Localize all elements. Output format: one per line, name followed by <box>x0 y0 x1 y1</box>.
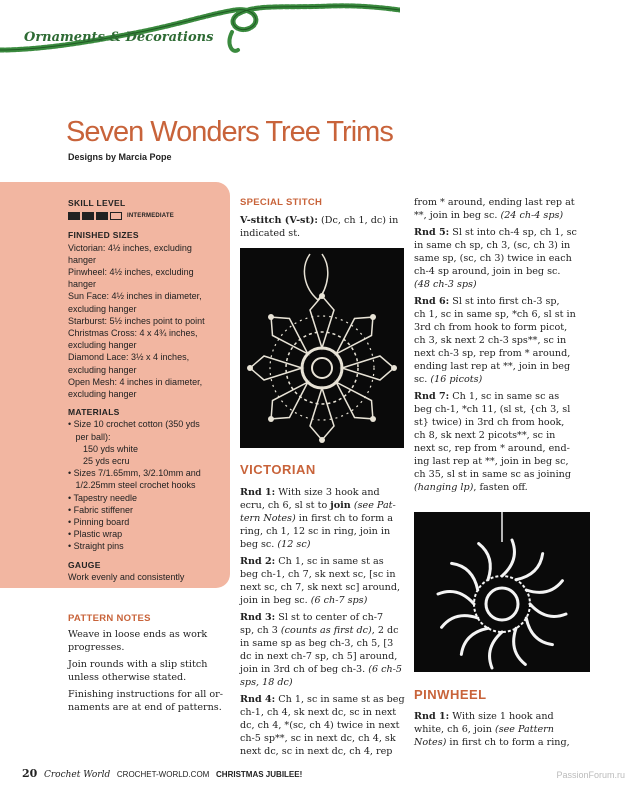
instruction-line: sc. (16 picots) <box>414 374 483 385</box>
gauge-heading: GAUGE <box>68 559 101 570</box>
instruction-line: beg sc. (12 sc) <box>240 539 311 550</box>
material-line: 25 yds ecru <box>68 456 130 467</box>
instruction-line: ch 1, sc in same sp, *ch 6, sl st in <box>414 309 576 320</box>
skill-level-indicator <box>68 210 228 222</box>
note-text: Finishing instructions for all or- <box>68 689 223 700</box>
victorian-heading: VICTORIAN <box>240 462 316 477</box>
instruction-line: beg ch-1, ch 7, sk next sc, [sc in <box>240 569 396 580</box>
victorian-ornament-photo <box>240 248 404 448</box>
page-title: Seven Wonders Tree Trims <box>66 116 393 148</box>
watermark: PassionForum.ru <box>556 770 625 780</box>
sidebar-content <box>68 197 228 583</box>
finished-size-line: hanger <box>68 279 97 290</box>
materials-list <box>68 418 228 552</box>
gauge-text: Work evenly and consistently <box>68 571 185 582</box>
instruction-line: Rnd 5: Sl st into ch-4 sp, ch 1, sc <box>414 227 577 238</box>
instruction-line: Rnd 1: With size 3 hook and <box>240 487 380 498</box>
magazine-site: CROCHET-WORLD.COM <box>116 770 210 779</box>
finished-size-line: excluding hanger <box>68 364 137 375</box>
finished-size-line: Sun Face: 4½ inches in diameter, <box>68 291 202 302</box>
designer-credit: Designs by Marcia Pope <box>68 152 172 162</box>
finished-size-line: Starburst: 5½ inches point to point <box>68 315 205 326</box>
skill-box-empty <box>110 212 122 220</box>
instruction-line: ending last rep at **, join in beg <box>414 361 571 372</box>
instruction-line: beg ch-1, *ch 11, (sl st, {ch 3, sl <box>414 404 571 415</box>
note-text: unless otherwise stated. <box>68 672 187 683</box>
instruction-line: next ch-3 sp, rep from * around, <box>414 348 571 359</box>
instruction-line: Rnd 6: Sl st into first ch-3 sp, <box>414 296 560 307</box>
instruction-line: in same sp as beg ch-3, ch 5, [3 <box>240 638 394 649</box>
material-line: • Tapestry needle <box>68 492 138 503</box>
page-number: 20 <box>22 767 38 780</box>
material-line: • Sizes 7/1.65mm, 3/2.10mm and <box>68 468 201 479</box>
instruction-line: ing last rep at **, join in beg sc, <box>414 456 569 467</box>
material-line: • Size 10 crochet cotton (350 yds <box>68 419 200 430</box>
magazine-name: Crochet World <box>43 770 111 780</box>
finished-size-line: excluding hanger <box>68 389 137 400</box>
note-text: progresses. <box>68 642 125 653</box>
instruction-line: white, ch 6, join (see Pattern <box>414 724 554 735</box>
note-text: Join rounds with a slip stitch <box>68 659 208 670</box>
instruction-line: sps, 18 dc) <box>240 677 293 688</box>
instruction-line: next sc, ch 7, sk next sc] around, <box>240 582 401 593</box>
instruction-line: join in beg sc. (6 ch-7 sps) <box>240 595 368 606</box>
instruction-line: Rnd 4: Ch 1, sc in same st as beg <box>240 694 405 705</box>
instruction-line: Rnd 7: Ch 1, sc in same sc as <box>414 391 560 402</box>
pattern-notes-heading: PATTERN NOTES <box>68 613 151 624</box>
instruction-line: from * around, ending last rep at <box>414 197 575 208</box>
finished-sizes-heading: FINISHED SIZES <box>68 230 139 241</box>
skill-level-label: INTERMEDIATE <box>127 213 174 220</box>
instruction-line: sp, ch 3 (counts as first dc), 2 dc <box>240 625 399 636</box>
stitch-term: V-stitch (V-st): <box>240 215 318 226</box>
instruction-line: same sp, (sc, ch 3) twice in each <box>414 253 572 264</box>
special-stitch <box>240 196 410 240</box>
page-footer <box>22 767 302 780</box>
instruction-line: (48 ch-3 sps) <box>414 279 477 290</box>
instruction-line: ecru, ch 6, sl st to join (see Pat- <box>240 500 396 511</box>
instruction-line: next dc, sc in next dc, ch 4, rep <box>240 746 393 757</box>
instruction-line: ch-4 sp around, join in beg sc. <box>414 266 561 277</box>
material-line: • Pinning board <box>68 517 130 528</box>
note-text: naments are at end of patterns. <box>68 702 222 713</box>
instruction-line: in same ch sp, ch 3, (sc, ch 3) in <box>414 240 571 251</box>
instruction-line: ring, ch 1, 12 sc in ring, join in <box>240 526 391 537</box>
note-text: Weave in loose ends as work <box>68 629 208 640</box>
instruction-line: ch 8, sk next 2 picots**, sc in <box>414 430 556 441</box>
finished-size-line: hanger <box>68 254 97 265</box>
instruction-line: tern Notes) in first ch to form a <box>240 513 393 524</box>
instruction-line: **, join in beg sc. (24 ch-4 sps) <box>414 210 564 221</box>
instruction-line: st} twice) in 3rd ch from hook, <box>414 417 565 428</box>
pinwheel-ornament-photo <box>414 512 590 672</box>
skill-box-filled <box>96 212 108 220</box>
instruction-line: join in 3rd ch of beg ch-3. (6 ch-5 <box>240 664 403 675</box>
instruction-line: ch-1, ch 4, sk next dc, sc in next <box>240 707 397 718</box>
instruction-line: ch-5 sp**, sc in next dc, ch 4, sk <box>240 733 396 744</box>
pinwheel-instructions <box>414 710 586 749</box>
instruction-line: 3rd ch from hook to form picot, <box>414 322 568 333</box>
material-line: per ball): <box>68 431 111 442</box>
skill-level-heading: SKILL LEVEL <box>68 198 126 208</box>
instruction-line: Rnd 1: With size 1 hook and <box>414 711 554 722</box>
victorian-instructions <box>240 486 410 758</box>
material-line: • Plastic wrap <box>68 529 123 540</box>
victorian-instructions-continued <box>414 196 586 494</box>
section-title: Ornaments & Decorations <box>24 30 214 45</box>
material-line: 1/2.25mm steel crochet hooks <box>68 480 196 491</box>
finished-size-line: Victorian: 4½ inches, excluding <box>68 242 192 253</box>
finished-size-line: excluding hanger <box>68 340 137 351</box>
finished-size-line: Pinwheel: 4½ inches, excluding <box>68 267 194 278</box>
finished-size-line: Open Mesh: 4 inches in diameter, <box>68 376 203 387</box>
instruction-line: dc, ch 4, *(sc, ch 4) twice in next <box>240 720 400 731</box>
pattern-notes <box>68 612 228 718</box>
instruction-line: dc in next ch-7 sp, ch 5] around, <box>240 651 398 662</box>
instruction-line: ch 3, sk next 2 ch-3 sps**, sc in <box>414 335 567 346</box>
finished-size-line: excluding hanger <box>68 303 137 314</box>
material-line: 150 yds white <box>68 443 139 454</box>
material-line: • Fabric stiffener <box>68 504 134 515</box>
issue-name: CHRISTMAS JUBILEE! <box>216 770 303 779</box>
skill-box-filled <box>82 212 94 220</box>
material-line: • Straight pins <box>68 541 124 552</box>
instruction-line: Notes) in first ch to form a ring, <box>414 737 570 748</box>
finished-sizes-list <box>68 242 228 401</box>
instruction-line: Rnd 3: Sl st to center of ch-7 <box>240 612 384 623</box>
instruction-line: ch 35, sl st in same sc as joining <box>414 469 571 480</box>
stitch-definition: (Dc, ch 1, dc) in <box>317 215 399 226</box>
special-stitch-heading: SPECIAL STITCH <box>240 197 323 208</box>
finished-size-line: Christmas Cross: 4 x 4¾ inches, <box>68 328 198 339</box>
instruction-line: (hanging lp), fasten off. <box>414 482 528 493</box>
pinwheel-heading: PINWHEEL <box>414 687 487 702</box>
stitch-definition: indicated st. <box>240 228 301 239</box>
finished-size-line: Diamond Lace: 3½ x 4 inches, <box>68 352 190 363</box>
skill-box-filled <box>68 212 80 220</box>
instruction-line: next sc, rep from * around, end- <box>414 443 570 454</box>
instruction-line: Rnd 2: Ch 1, sc in same st as <box>240 556 384 567</box>
materials-heading: MATERIALS <box>68 407 120 418</box>
